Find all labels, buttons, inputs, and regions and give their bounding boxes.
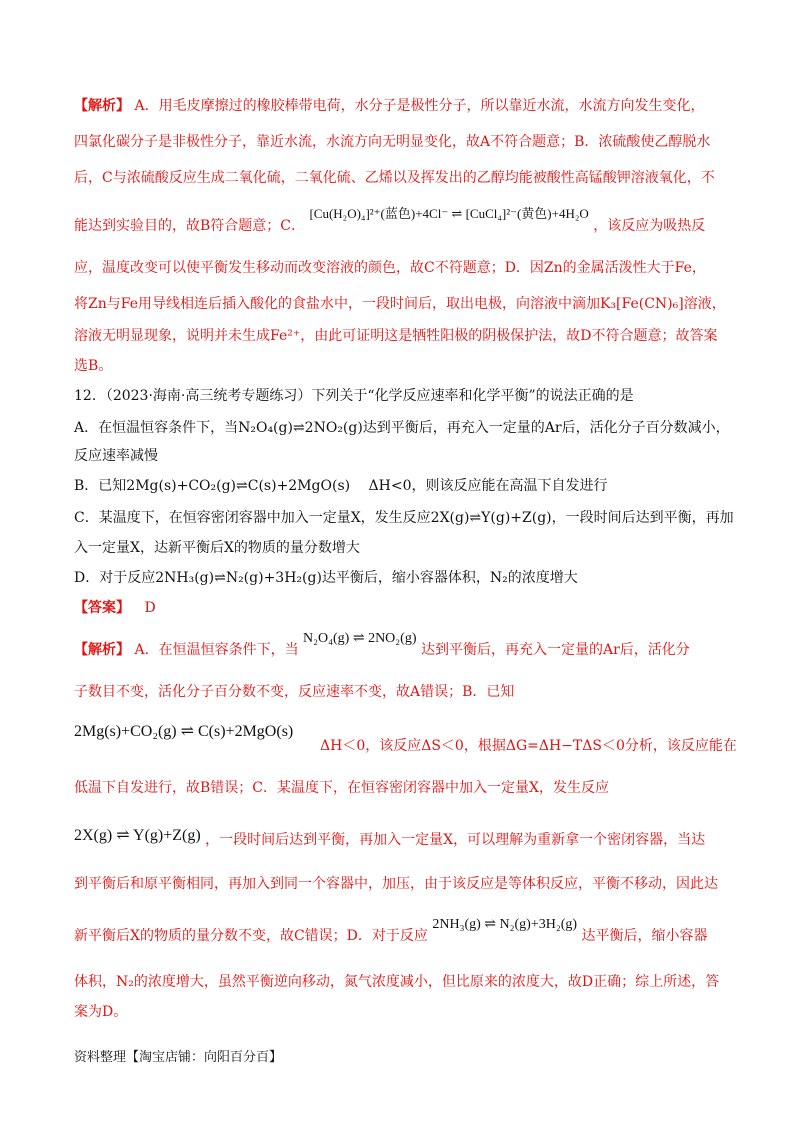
- analysis-12-line-2: 子数目不变，活化分子百分数不变，反应速率不变，故A错误；B．已知: [74, 684, 515, 700]
- question-12-option-d: D．对于反应2NH₃(g)⇌N₂(g)+3H₂(g)达平衡后，缩小容器体积，N₂的浓度增大: [74, 570, 578, 586]
- analysis-11-line-2: 四氯化碳分子是非极性分子，靠近水流，水流方向无明显变化，故A不符合题意；B．浓硫酸使乙醇脱水: [74, 134, 711, 150]
- analysis-12-line-9: 案为D。: [74, 1004, 128, 1020]
- question-12-option-c: C．某温度下，在恒容密闭容器中加入一定量X，发生反应2X(g)⇌Y(g)+Z(g)，一段时间后达到平衡，再加: [74, 510, 734, 526]
- equilibrium-formula: 2Mg(s)+CO₂(g) ⇌ C(s)+2MgO(s): [74, 723, 294, 740]
- analysis-text: ，该反应为吸热反: [593, 218, 706, 234]
- analysis-11-line-3: 后，C与浓硫酸反应生成二氧化硫，二氧化硫、乙烯以及挥发出的乙醇均能被酸性高锰酸钾溶液氧化，不: [74, 170, 715, 186]
- analysis-text: 能达到实验目的，故B符合题意；C．: [74, 218, 305, 234]
- analysis-text: ，一段时间后达到平衡，再加入一定量X，可以理解为重新拿一个密闭容器，当达: [205, 832, 706, 848]
- analysis-11-line-8: 选B。: [74, 358, 113, 374]
- footer-source: 资料整理【淘宝店铺：向阳百分百】: [74, 1050, 283, 1065]
- answer-12: [74, 598, 156, 618]
- analysis-12-line-1: [74, 631, 690, 661]
- question-12-option-b: B．已知2Mg(s)+CO₂(g)⇌C(s)+2MgO(s) ΔH<0，则该反应能在高温下自发进行: [74, 478, 608, 494]
- analysis-text: 达到平衡后，再充入一定量的Ar后，活化分: [420, 642, 690, 658]
- question-12-option-a: A．在恒温恒容条件下，当N₂O₄(g)⇌2NO₂(g)达到平衡后，再充入一定量的Ar后，活化分子百分数减小，: [74, 420, 730, 436]
- analysis-11-line-4: [74, 206, 706, 236]
- analysis-12-formula-b: [74, 722, 293, 742]
- analysis-12-line-7: [74, 917, 708, 947]
- answer-tag: 【答案】: [74, 600, 130, 616]
- analysis-text: 新平衡后X的物质的量分数不变，故C错误；D．对于反应: [74, 928, 428, 944]
- analysis-12-line-4: 低温下自发进行，故B错误；C．某温度下，在恒容密闭容器中加入一定量X，发生反应: [74, 780, 609, 796]
- analysis-12-line-8: 体积，N₂的浓度增大，虽然平衡逆向移动，氮气浓度减小，但比原来的浓度大，故D正确；综上所述，答: [74, 974, 720, 990]
- analysis-tag: 【解析】: [74, 642, 130, 658]
- equilibrium-formula: N₂O₄(g) ⇌ 2NO₂(g): [303, 631, 417, 646]
- analysis-12-line-6: 到平衡后和原平衡相同，再加入到同一个容器中，加压，由于该反应是等体积反应，平衡不移动，因此达: [74, 876, 718, 892]
- analysis-text: A．用毛皮摩擦过的橡胶棒带电荷，水分子是极性分子，所以靠近水流，水流方向发生变化，: [134, 98, 705, 114]
- answer-value: D: [144, 600, 156, 616]
- equilibrium-formula: 2NH₃(g) ⇌ N₂(g)+3H₂(g): [432, 917, 578, 932]
- analysis-11-line-1: [74, 96, 705, 116]
- analysis-11-line-7: 溶液无明显现象，说明并未生成Fe²⁺，由此可证明这是牺牲阳极的阴极保护法，故D不符合题意；故答案: [74, 328, 718, 344]
- analysis-12-line-5: [74, 827, 706, 850]
- analysis-11-line-6: 将Zn与Fe用导线相连后插入酸化的食盐水中，一段时间后，取出电极，向溶液中滴加K₃[Fe(CN)₆]溶液，: [74, 296, 726, 312]
- equilibrium-formula: 2X(g) ⇌ Y(g)+Z(g): [74, 827, 201, 844]
- question-12-option-a-cont: 反应速率减慢: [74, 448, 158, 464]
- question-12-option-c-cont: 入一定量X，达新平衡后X的物质的量分数增大: [74, 540, 360, 556]
- analysis-12-line-3: ΔH＜0，该反应ΔS＜0，根据ΔG=ΔH−TΔS＜0分析，该反应能在: [320, 738, 737, 754]
- analysis-text: A．在恒温恒容条件下，当: [134, 642, 299, 658]
- analysis-text: 达平衡后，缩小容器: [581, 928, 708, 944]
- equilibrium-formula: [Cu(H₂O)₄]²⁺(蓝色)+4Cl⁻ ⇌ [CuCl₄]²⁻(黄色)+4H₂O: [309, 206, 589, 221]
- analysis-tag: 【解析】: [74, 98, 130, 114]
- analysis-11-line-5: 应，温度改变可以使平衡发生移动而改变溶液的颜色，故C不符题意；D．因Zn的金属活泼性大于Fe，: [74, 260, 706, 276]
- question-12-stem: 12．（2023·海南·高三统考专题练习）下列关于“化学反应速率和化学平衡”的说法正确的是: [74, 388, 634, 404]
